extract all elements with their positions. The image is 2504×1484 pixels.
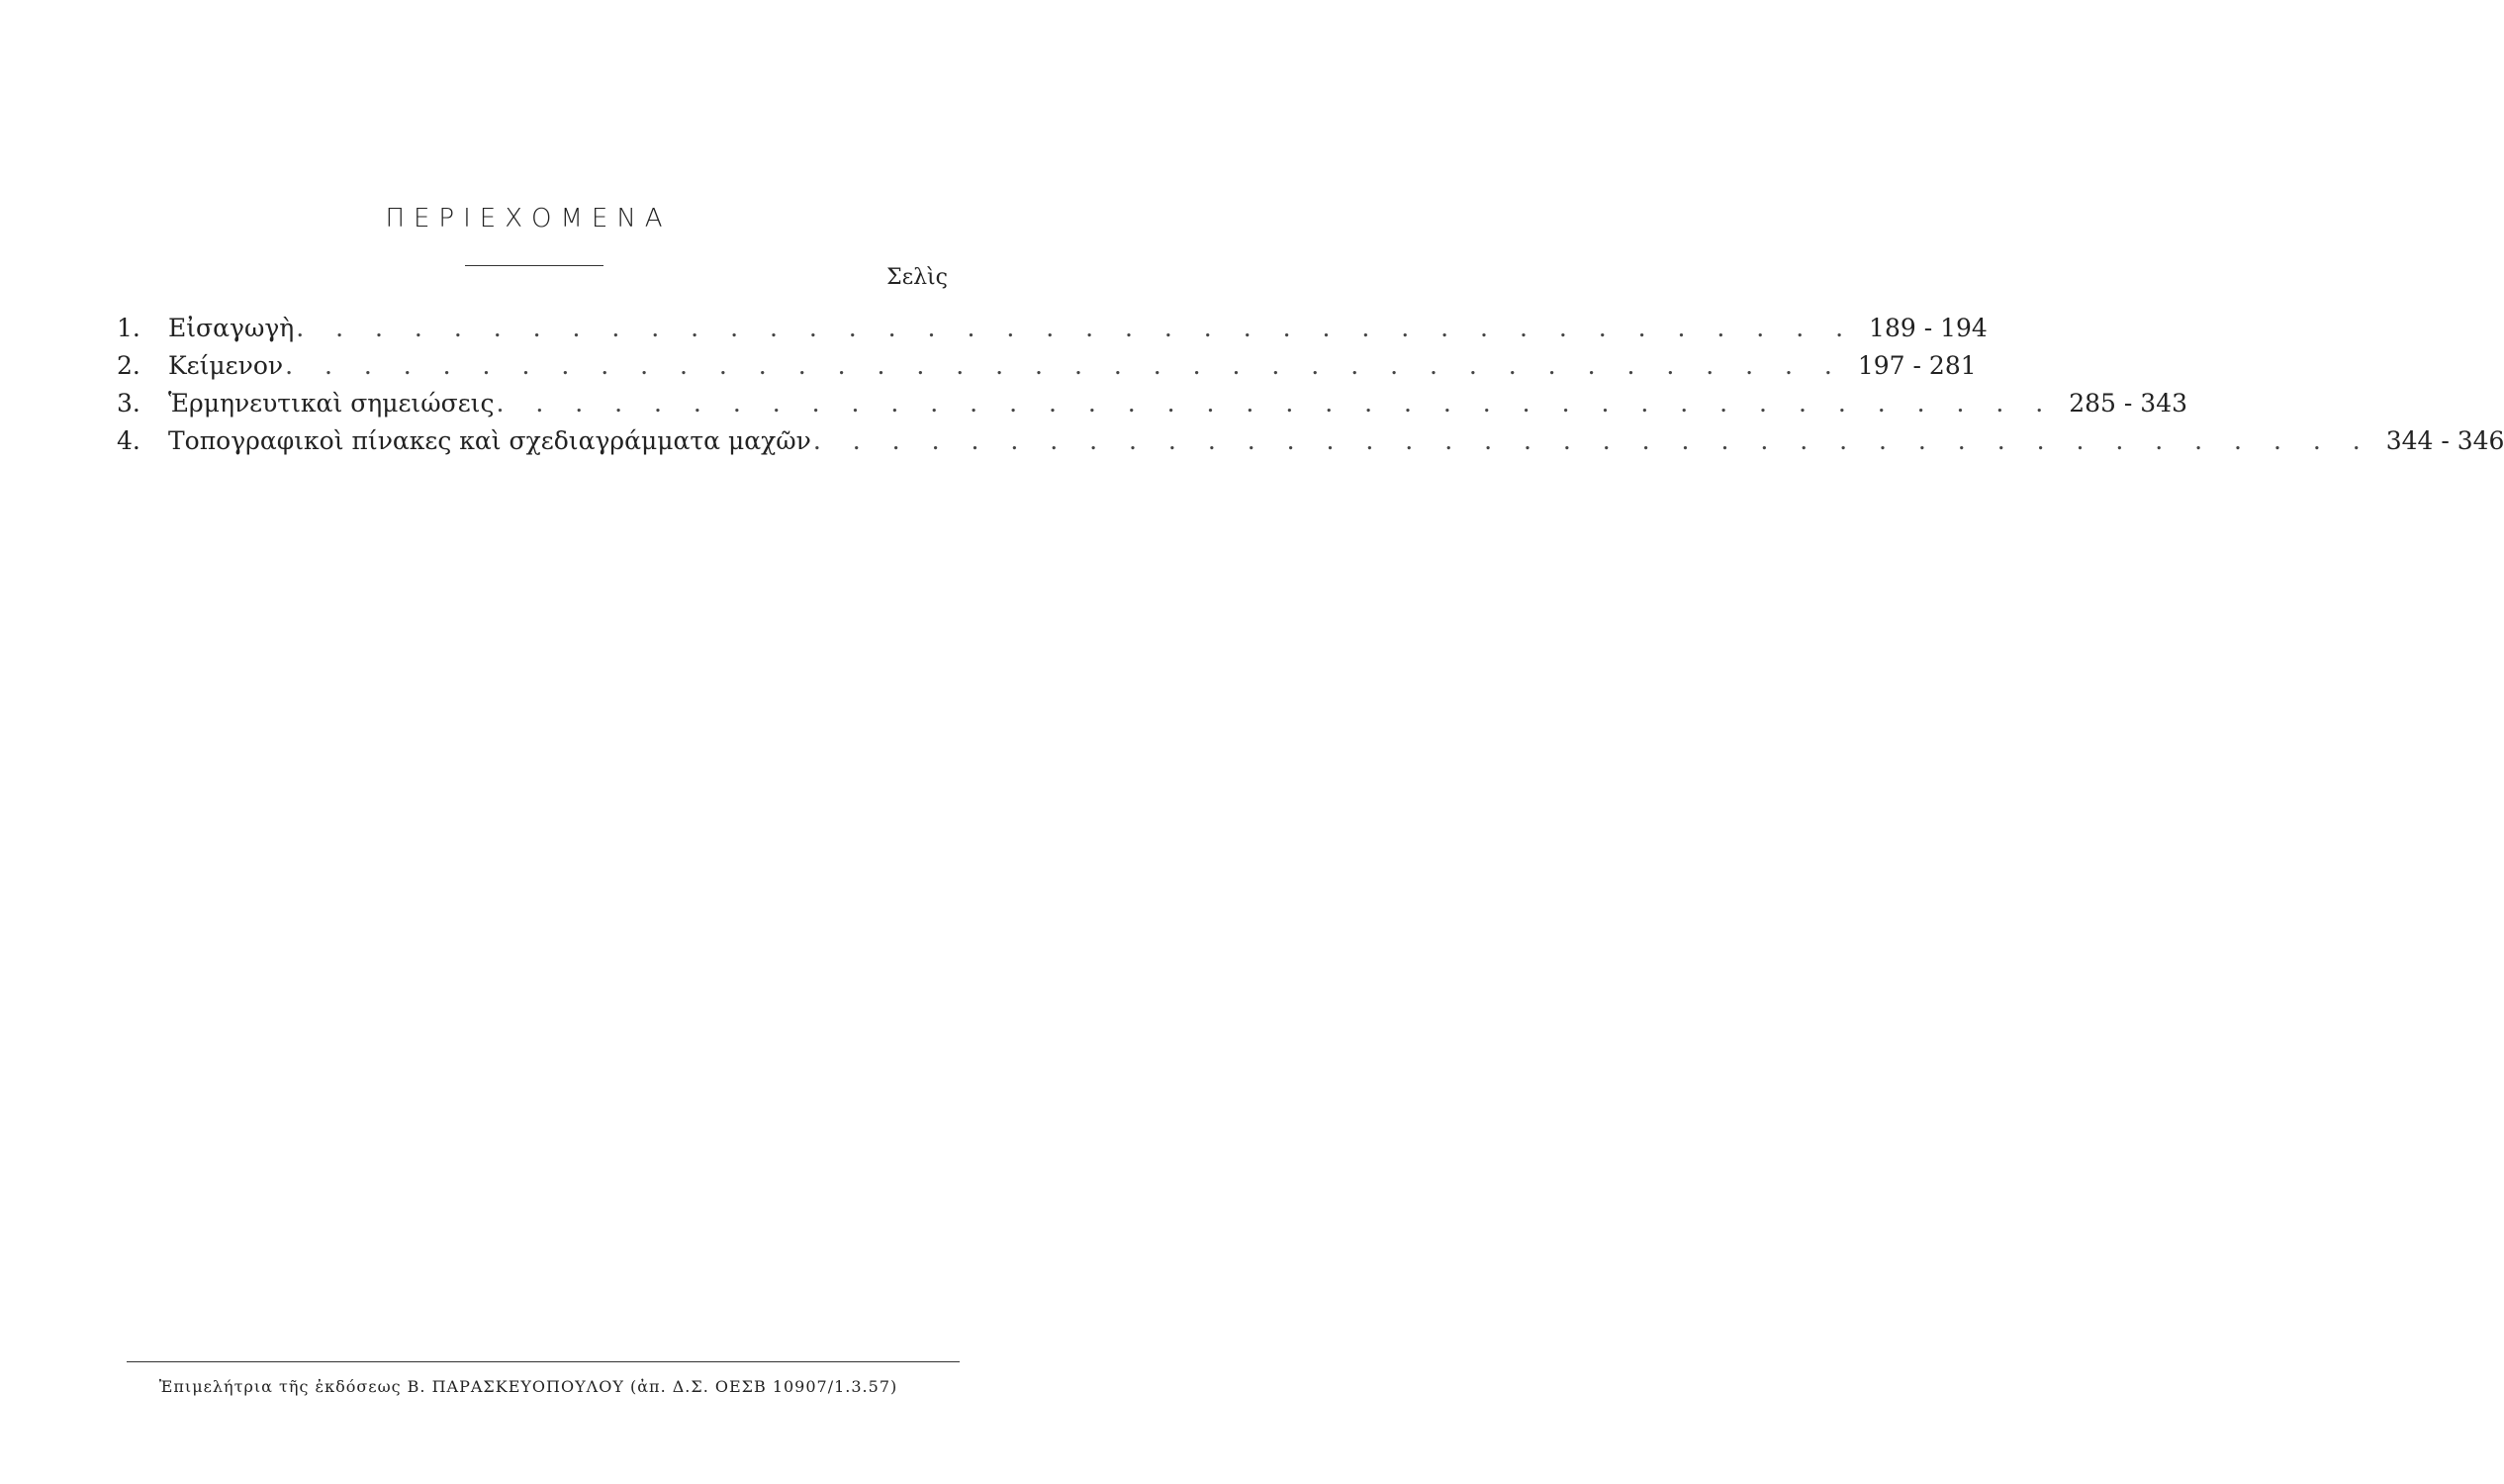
imprint-line: Ἐπιμελήτρια τῆς ἐκδόσεως Β. ΠΑΡΑΣΚΕΥΟΠΟΥΛΟΥ (ἀπ. Δ.Σ. ΟΕΣΒ 10907/1.3.57)	[158, 1377, 898, 1396]
toc-entry-title: Κείμενον	[168, 351, 284, 380]
toc-entry-pages: 197 - 281	[1857, 351, 1977, 380]
toc-entry-title: Εἰσαγωγὴ	[168, 314, 295, 342]
toc-leader-dots: . . . . . . . . . . . . . . . . . . . . . . . . . . . . . . . . . . . . . . . .	[285, 351, 1844, 380]
title-divider	[465, 265, 603, 266]
toc-entry-pages: 189 - 194	[1869, 314, 1988, 342]
toc-leader-dots: . . . . . . . . . . . . . . . . . . . . . . . . . . . . . . . . . . . . . . . .	[496, 389, 2056, 417]
table-of-contents	[117, 310, 2504, 460]
toc-entry-pages: 285 - 343	[2069, 389, 2188, 417]
toc-entry-title: Ἑρμηνευτικαὶ σημειώσεις	[168, 389, 495, 417]
toc-entry-number: 3.	[117, 389, 140, 417]
toc-entry-title: Τοπογραφικοὶ πίνακες καὶ σχεδιαγράμματα μαχῶν	[168, 426, 811, 455]
toc-entry	[117, 347, 1977, 385]
toc-leader-dots: . . . . . . . . . . . . . . . . . . . . . . . . . . . . . . . . . . . . . . . .	[296, 314, 1856, 342]
toc-entry-number: 4.	[117, 426, 140, 455]
pages-column-label: Σελὶς	[886, 265, 948, 290]
toc-entry	[117, 422, 2504, 460]
page-title: ΠΕΡΙΕΧΟΜΕΝΑ	[385, 204, 672, 233]
toc-entry-number: 1.	[117, 314, 140, 342]
toc-entry	[117, 385, 2188, 422]
toc-entry	[117, 310, 1988, 347]
toc-leader-dots: . . . . . . . . . . . . . . . . . . . . . . . . . . . . . . . . . . . . . . . .	[812, 426, 2372, 455]
toc-entry-pages: 344 - 346	[2385, 426, 2504, 455]
toc-entry-number: 2.	[117, 351, 140, 380]
footer-divider	[127, 1361, 960, 1362]
